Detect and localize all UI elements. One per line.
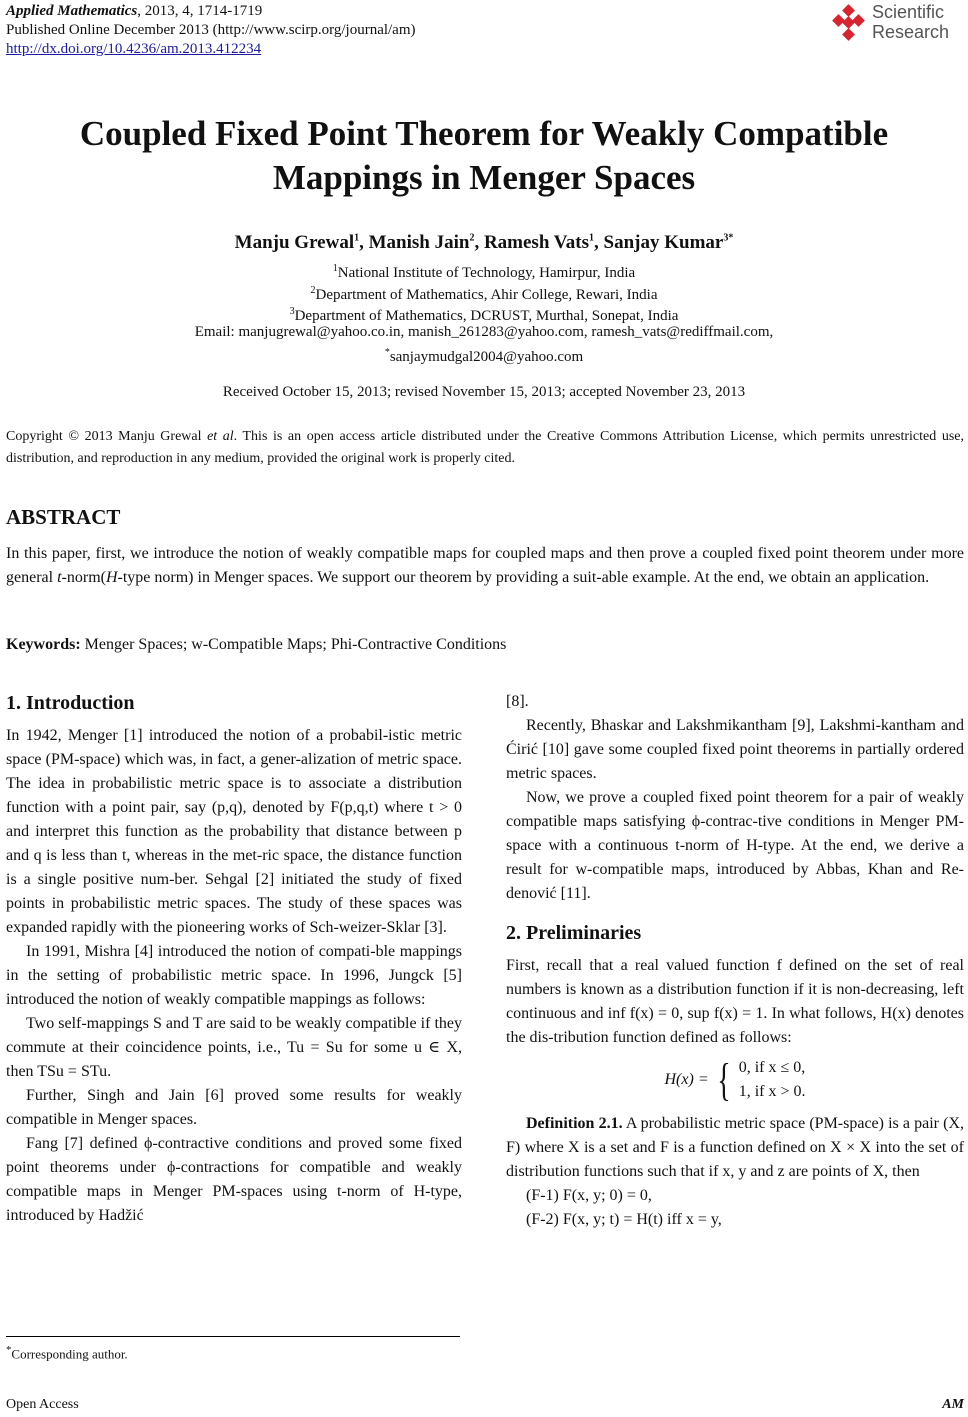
author-sup: 3*	[723, 232, 734, 244]
logo-line-1: Scientific	[872, 2, 945, 22]
paragraph: Now, we prove a coupled fixed point theorem for a pair of weakly compatible maps satisfying ϕ-contrac-tive conditions in Menger PM-space with a continuous t-norm of H-type. At the end, we derive a result for w-compatible maps, introduced by Abbas, Khan and Re-denović [11].	[506, 789, 964, 902]
keywords: Keywords: Menger Spaces; w-Compatible Maps; Phi-Contractive Conditions	[6, 636, 507, 653]
footnote-rule	[6, 1336, 460, 1337]
affiliation: $^2$Department of Mathematics, Ahir College, Rewari, India	[310, 285, 658, 303]
email-line: Email: manjugrewal@yahoo.co.in, manish_261283@yahoo.com, ramesh_vats@rediffmail.com,	[194, 324, 774, 340]
doi-link[interactable]: http://dx.doi.org/10.4236/am.2013.412234	[6, 41, 262, 57]
author-name: Sanjay Kumar	[603, 232, 724, 253]
definition: Definition 2.1. A probabilistic metric space (PM-space) is a pair (X, F) where X is a set and F is a function defined on X × X into the set of distribution functions such that if x, y and z are points of X, then	[506, 1115, 965, 1180]
footer-open-access: Open Access	[6, 1397, 79, 1412]
author-name: Manish Jain	[368, 232, 470, 253]
abstract-text: In this paper, first, we introduce the notion of weakly compatible maps for coupled maps and then prove a coupled fixed point theorem under more general t-norm(H-type norm) in Menger spaces. We support our theorem by providing a suit-able example. At the end, we obtain an application.	[6, 545, 964, 586]
piecewise-equation	[506, 1056, 964, 1104]
paragraph: In 1942, Menger [1] introduced the notion of a probabil-istic metric space (PM-space) which was, in fact, a gener-alization of metric space. The idea in probabilistic metric space is to associate a distribution function with a point pair, say (p,q), denoted by F(p,q,t) where t > 0 and interpret this function as the probability that distance between p and q is less than t, whereas in the met-ric space, the distance function is a single positive num-ber. Sehgal [2] initiated the study of fixed points in probabilistic metric spaces. The study of these spaces was expanded rapidly with the pioneering works of Sch-weizer-Sklar [3].	[6, 727, 462, 936]
paragraph: First, recall that a real valued function f defined on the set of real numbers is known as a distribution function if it is non-decreasing, left continuous and inf f(x) = 0, sup f(x) = 1. In what follows, H(x) denotes the dis-tribution function defined as follows:	[506, 957, 964, 1046]
author-name: Manju Grewal	[234, 232, 355, 253]
journal-info: , 2013, 4, 1714-1719	[137, 3, 263, 19]
abstract-heading: ABSTRACT	[6, 505, 121, 529]
email-line-2: *sanjaymudgal2004@yahoo.com	[384, 347, 584, 365]
paragraph: In 1991, Mishra [4] introduced the notion of compati-ble mappings in the setting of probabilistic metric space. In 1996, Jungck [5] introduced the notion of weakly compatible mappings as follows:	[6, 943, 462, 1008]
logo-line-2: Research	[872, 22, 950, 42]
title-line-2: Mappings in Menger Spaces	[272, 158, 696, 197]
affiliation: $^1$National Institute of Technology, Hamirpur, India	[332, 263, 636, 281]
paragraph: Further, Singh and Jain [6] proved some results for weakly compatible in Menger spaces.	[6, 1087, 462, 1128]
axiom: (F-1) F(x, y; 0) = 0,	[526, 1187, 652, 1204]
logo-mark-icon	[832, 6, 866, 40]
paragraph: Recently, Bhaskar and Lakshmikantham [9], Lakshmi-kantham and Ćirić [10] gave some coupled fixed point theorems in partially ordered metric spaces.	[506, 717, 964, 782]
paragraph: Two self-mappings S and T are said to be weakly compatible if they commute at their coincidence points, i.e., Tu = Su for some u ∈ X, then TSu = STu.	[6, 1015, 462, 1080]
author-sup: 1	[354, 232, 360, 244]
paper-title	[0, 112, 968, 200]
page-footer	[6, 1397, 964, 1413]
publisher-logo	[832, 2, 962, 46]
paragraph: Fang [7] defined ϕ-contractive conditions and proved some fixed point theorems under ϕ-contractions for compatible and weakly compatible maps in Menger PM-spaces using t-norm of H-type, introduced by Hadžić	[6, 1135, 462, 1224]
author-sup: 2	[469, 232, 475, 244]
published-line: Published Online December 2013 (http://www.scirp.org/journal/am)	[6, 22, 416, 38]
paragraph: [8].	[506, 693, 529, 710]
equation-lhs: H(x) =	[664, 1071, 709, 1088]
author-name: Ramesh Vats	[483, 232, 590, 253]
journal-name: Applied Mathematics	[6, 3, 138, 19]
author-list: Manju Grewal$^1$, Manish Jain$^2$, Ramesh Vats$^1$, Sanjay Kumar$^{3*}$	[234, 232, 734, 253]
section-heading: 2. Preliminaries	[506, 922, 642, 944]
author-sup: 1	[589, 232, 595, 244]
left-column	[6, 690, 462, 1228]
affiliation: $^3$Department of Mathematics, DCRUST, Murthal, Sonepat, India	[289, 306, 679, 324]
brace-icon: {	[717, 1054, 731, 1105]
copyright-notice: Copyright © 2013 Manju Grewal et al. This is an open access article distributed under the Creative Commons Attribution License, which permits unrestricted use, distribution, and reproduction in any medium, provided the original work is properly cited.	[6, 429, 964, 466]
journal-header	[6, 2, 416, 59]
title-line-1: Coupled Fixed Point Theorem for Weakly Compatible	[79, 114, 889, 153]
right-column	[506, 690, 964, 1232]
footer-journal-abbrev: AM	[942, 1397, 964, 1412]
axiom: (F-2) F(x, y; t) = H(t) iff x = y,	[526, 1211, 722, 1228]
footnote: *Corresponding author.	[6, 1344, 128, 1362]
received-dates: Received October 15, 2013; revised November 15, 2013; accepted November 23, 2013	[222, 384, 746, 400]
equation-case: 0, if x ≤ 0,	[738, 1059, 806, 1076]
section-heading: 1. Introduction	[6, 692, 135, 714]
equation-case: 1, if x > 0.	[738, 1083, 806, 1100]
